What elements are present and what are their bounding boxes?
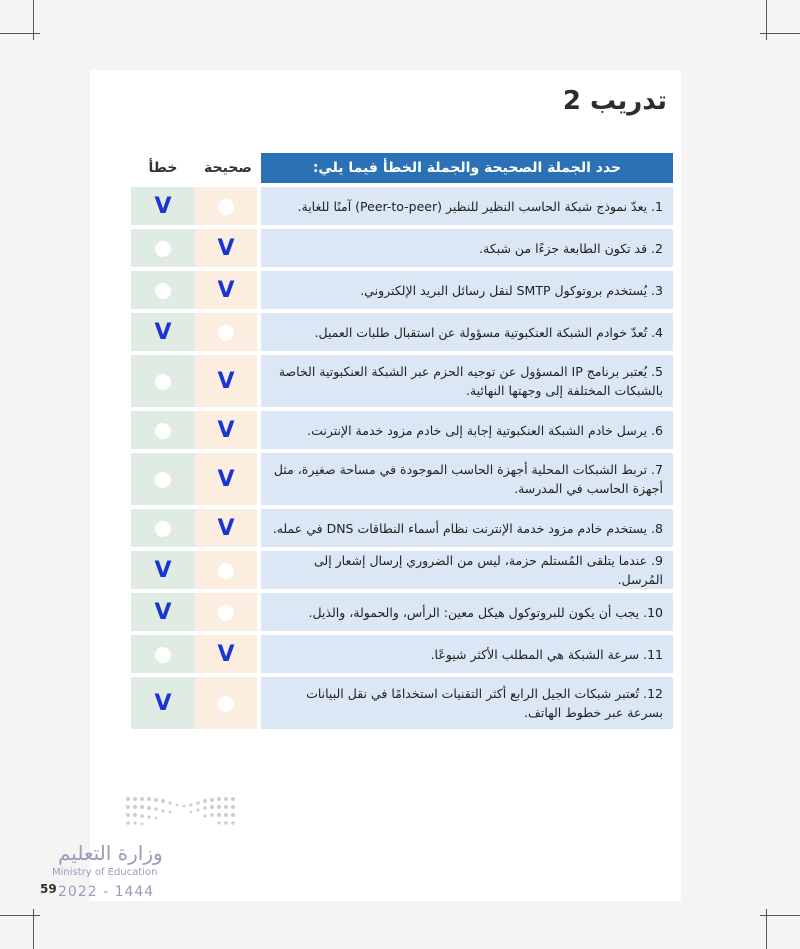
statement-text: 9. عندما يتلقى المُستلم حزمة، ليس من الضروري إرسال إشعار إلى المُرسل. <box>261 551 673 589</box>
page-number: 59 <box>40 882 57 896</box>
empty-answer-circle[interactable] <box>155 241 171 257</box>
table-row <box>131 635 673 673</box>
false-answer-cell[interactable] <box>131 551 195 589</box>
statement-text: 1. يعدّ نموذج شبكة الحاسب النظير للنظير (Peer-to-peer) آمنًا للغاية. <box>261 187 673 225</box>
table-header-row <box>131 153 673 183</box>
exercise-title: تدريب 2 <box>562 86 667 116</box>
check-mark-icon: V <box>217 235 235 261</box>
check-mark-icon: V <box>154 319 172 345</box>
crop-mark <box>0 33 40 34</box>
true-answer-cell[interactable] <box>195 411 261 449</box>
true-answer-cell[interactable] <box>195 187 261 225</box>
true-answer-cell[interactable] <box>195 453 261 505</box>
check-mark-icon: V <box>217 515 235 541</box>
true-answer-cell[interactable] <box>195 635 261 673</box>
statement-text: 2. قد تكون الطابعة جزءًا من شبكة. <box>261 229 673 267</box>
empty-answer-circle[interactable] <box>155 283 171 299</box>
true-answer-cell[interactable] <box>195 509 261 547</box>
empty-answer-circle[interactable] <box>218 605 234 621</box>
table-row <box>131 229 673 267</box>
check-mark-icon: V <box>217 466 235 492</box>
crop-mark <box>760 33 800 34</box>
table-row <box>131 453 673 505</box>
empty-answer-circle[interactable] <box>218 325 234 341</box>
true-answer-cell[interactable] <box>195 229 261 267</box>
table-row <box>131 355 673 407</box>
ministry-logo-english: Ministry of Education <box>52 867 158 878</box>
false-answer-cell[interactable] <box>131 271 195 309</box>
false-column-header: خطأ <box>131 153 195 183</box>
statement-text: 5. يُعتبر برنامج IP المسؤول عن توجيه الحزم عبر الشبكة العنكبوتية الخاصة بالشبكات المختلفة إلى وجهتها النهائية. <box>261 355 673 407</box>
true-answer-cell[interactable] <box>195 271 261 309</box>
true-answer-cell[interactable] <box>195 593 261 631</box>
false-answer-cell[interactable] <box>131 593 195 631</box>
table-row <box>131 509 673 547</box>
true-answer-cell[interactable] <box>195 355 261 407</box>
true-answer-cell[interactable] <box>195 313 261 351</box>
false-answer-cell[interactable] <box>131 635 195 673</box>
table-row <box>131 551 673 589</box>
empty-answer-circle[interactable] <box>218 199 234 215</box>
table-row <box>131 411 673 449</box>
table-body <box>131 187 673 729</box>
check-mark-icon: V <box>217 368 235 394</box>
crop-mark <box>33 0 34 40</box>
check-mark-icon: V <box>154 599 172 625</box>
statement-text: 8. يستخدم خادم مزود خدمة الإنترنت نظام أسماء النطاقات DNS في عمله. <box>261 509 673 547</box>
empty-answer-circle[interactable] <box>155 423 171 439</box>
check-mark-icon: V <box>154 193 172 219</box>
true-column-header: صحيحة <box>195 153 261 183</box>
statement-text: 7. تربط الشبكات المحلية أجهزة الحاسب الموجودة في مساحة صغيرة، مثل أجهزة الحاسب في المدرسة. <box>261 453 673 505</box>
false-answer-cell[interactable] <box>131 411 195 449</box>
false-answer-cell[interactable] <box>131 187 195 225</box>
question-column-header: حدد الجملة الصحيحة والجملة الخطأ فيما يلي: <box>261 153 673 183</box>
crop-mark <box>0 915 40 916</box>
check-mark-icon: V <box>217 641 235 667</box>
false-answer-cell[interactable] <box>131 677 195 729</box>
statement-text: 12. تُعتبر شبكات الجيل الرابع أكثر التقنيات استخدامًا في نقل البيانات بسرعة عبر خطوط الهاتف. <box>261 677 673 729</box>
table-row <box>131 677 673 729</box>
statement-text: 4. تُعدّ خوادم الشبكة العنكبوتية مسؤولة عن استقبال طلبات العميل. <box>261 313 673 351</box>
empty-answer-circle[interactable] <box>155 521 171 537</box>
true-answer-cell[interactable] <box>195 677 261 729</box>
table-row <box>131 271 673 309</box>
empty-answer-circle[interactable] <box>155 647 171 663</box>
check-mark-icon: V <box>217 417 235 443</box>
true-answer-cell[interactable] <box>195 551 261 589</box>
empty-answer-circle[interactable] <box>218 563 234 579</box>
statement-text: 10. يجب أن يكون للبروتوكول هيكل معين: الرأس، والحمولة، والذيل. <box>261 593 673 631</box>
statement-text: 6. يرسل خادم الشبكة العنكبوتية إجابة إلى خادم مزود خدمة الإنترنت. <box>261 411 673 449</box>
crop-mark <box>766 0 767 40</box>
crop-mark <box>760 915 800 916</box>
false-answer-cell[interactable] <box>131 355 195 407</box>
table-row <box>131 593 673 631</box>
empty-answer-circle[interactable] <box>155 374 171 390</box>
empty-answer-circle[interactable] <box>218 696 234 712</box>
check-mark-icon: V <box>217 277 235 303</box>
false-answer-cell[interactable] <box>131 453 195 505</box>
ministry-dot-pattern <box>125 795 240 835</box>
worksheet-page <box>90 70 681 901</box>
empty-answer-circle[interactable] <box>155 472 171 488</box>
check-mark-icon: V <box>154 557 172 583</box>
table-row <box>131 313 673 351</box>
false-answer-cell[interactable] <box>131 229 195 267</box>
true-false-table <box>131 149 673 733</box>
statement-text: 3. يُستخدم بروتوكول SMTP لنقل رسائل البريد الإلكتروني. <box>261 271 673 309</box>
edition-year: 2022 - 1444 <box>58 884 155 900</box>
false-answer-cell[interactable] <box>131 313 195 351</box>
table-row <box>131 187 673 225</box>
statement-text: 11. سرعة الشبكة هي المطلب الأكثر شيوعًا. <box>261 635 673 673</box>
false-answer-cell[interactable] <box>131 509 195 547</box>
ministry-logo-arabic: وزارة التعليم <box>58 841 163 865</box>
check-mark-icon: V <box>154 690 172 716</box>
